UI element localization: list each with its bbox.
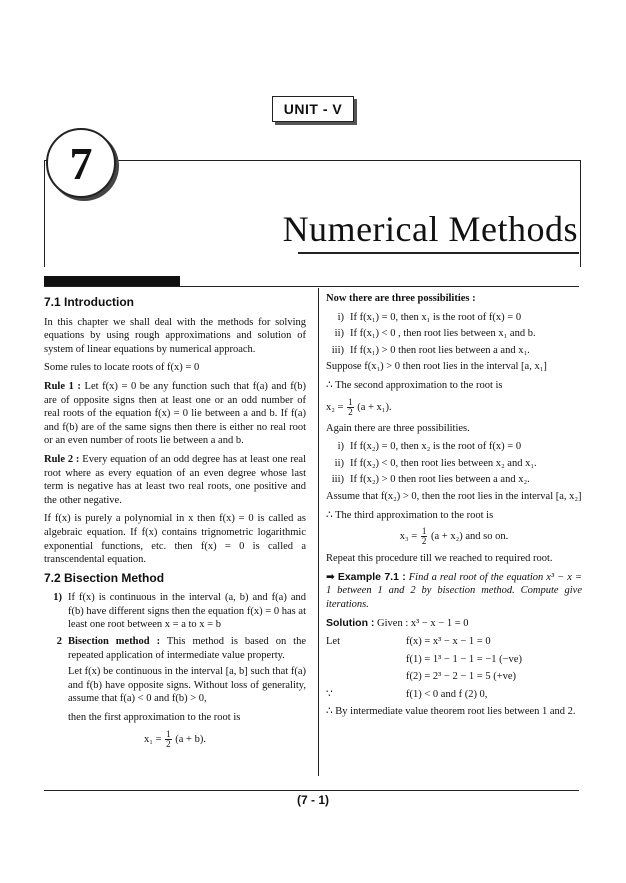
fraction (165, 730, 172, 749)
list-item (326, 344, 582, 358)
bisection-paragraph-2: Let f(x) be continuous in the interval [a, b] such that f(a) and f(b) have opposite signs. Without loss of generality, assume that f(a) < 0 and f(b) > 0, (68, 666, 306, 705)
item-text: If f(x₂) > 0 then root lies between a and x₂. (350, 474, 530, 486)
arrow-icon: ➡ (326, 570, 335, 583)
bisection-label: Bisection method : (68, 636, 161, 648)
eq-x1-lhs: x₁ = (144, 733, 162, 745)
item-number: ii) (334, 457, 344, 469)
item-number: i) (337, 441, 344, 453)
left-column (44, 292, 306, 755)
frac-num: 1 (421, 526, 427, 537)
frac-den: 2 (166, 738, 171, 749)
list-item (326, 311, 582, 325)
unit-label: UNIT - V (272, 96, 354, 122)
item-text: If f(x) is continuous in the interval (a, b) and f(a) and f(b) have different signs then the equation f(x) = 0 has at least one root between x = a to x = b (68, 592, 306, 631)
divider-line (44, 286, 579, 287)
solution-row (326, 688, 582, 702)
eq-x2-lhs: x₂ = (326, 401, 344, 413)
list-item (326, 457, 582, 471)
list-item (326, 327, 582, 341)
eq-x3-rhs: (a + x₂) and so on. (430, 531, 509, 543)
assume-paragraph: Assume that f(x₂) > 0, then the root lies in the interval [a, x₂] (326, 490, 582, 502)
again-paragraph: Again there are three possibilities. (326, 422, 470, 434)
second-approx: ∴ The second approximation to the root is (326, 379, 503, 391)
list-item (44, 635, 306, 662)
item-text: If f(x₁) < 0 , then root lies between x₁ and b. (350, 328, 536, 340)
eq-x1-rhs: (a + b). (175, 733, 206, 745)
rule-1-text: Let f(x) = 0 be any function such that f(a) and f(b) are of opposite signs then at least one or an odd number of real roots of the equation f(x) = 0 lie between a and b. If f(a) and f(b) are of the same signs then there is either no real root or an even number of roots lie between a and b. (44, 380, 307, 447)
solution-label: Solution : (326, 616, 375, 629)
frac-num: 1 (348, 396, 353, 407)
column-divider (318, 288, 319, 776)
solution (326, 617, 582, 631)
conclusion: ∴ By intermediate value theorem root lies between 1 and 2. (326, 706, 576, 718)
solution-row-eq: f(1) = 1³ − 1 − 1 = −1 (−ve) (406, 653, 522, 665)
fraction (421, 527, 428, 546)
item-text (68, 635, 306, 662)
solution-row-eq: f(x) = x³ − x − 1 = 0 (406, 636, 491, 648)
suppose-paragraph: Suppose f(x₁) > 0 then root lies in the interval [a, x₁] (326, 361, 547, 373)
item-number: i) (337, 311, 344, 323)
rule-2 (44, 453, 306, 507)
chapter-title: Numerical Methods (282, 209, 578, 249)
third-approx: ∴ The third approximation to the root is (326, 509, 494, 521)
list-item (326, 473, 582, 487)
solution-row-eq: f(2) = 2³ − 2 − 1 = 5 (+ve) (406, 671, 517, 683)
title-underline (298, 252, 579, 254)
item-text: If f(x₂) = 0, then x₂ is the root of f(x) = 0 (350, 441, 522, 453)
footer-divider (44, 790, 579, 791)
solution-row-label: Let (326, 636, 340, 648)
item-number: iii) (331, 344, 344, 356)
solution-row (326, 670, 582, 684)
fraction (347, 398, 354, 417)
rule-1 (44, 380, 306, 448)
example-label: Example 7.1 : (337, 570, 406, 583)
solution-row (326, 635, 582, 649)
eq-x3-lhs: x₃ = (399, 531, 418, 543)
item-number: iii) (331, 474, 344, 486)
rule-2-text: Every equation of an odd degree has at least one real root where as every equation of an even degree whose last term is negative has at least two real roots, one positive and the other negative. (44, 453, 307, 506)
repeat-paragraph: Repeat this procedure till we reached to required root. (326, 553, 553, 565)
bisection-paragraph-3: then the first approximation to the root is (68, 712, 241, 724)
solution-row (326, 653, 582, 667)
section-bar (44, 276, 180, 286)
polynomial-paragraph: If f(x) is purely a polynomial in x then f(x) = 0 is called as algebraic equation. If f(x) contains trignometric logarithmic exponential functions, etc. then f(x) = 0 is called a transcendental equation. (44, 513, 306, 566)
item-text: If f(x₁) > 0 then root lies between a and x₁. (350, 344, 530, 356)
eq-x2-rhs: (a + x₁). (357, 401, 392, 413)
item-text: If f(x₂) < 0, then root lies between x₂ and x₁. (350, 457, 537, 469)
frac-num: 1 (166, 728, 171, 739)
intro-paragraph: In this chapter we shall deal with the methods for solving equations by using rough approximations and solution of system of linear equations by numerical approach. (44, 316, 306, 355)
chapter-number: 7 (46, 128, 116, 198)
rule-2-label: Rule 2 : (44, 453, 80, 465)
right-column (326, 292, 582, 724)
equation-x1 (44, 730, 306, 749)
possibilities-intro: Now there are three possibilities : (326, 293, 476, 304)
rule-1-label: Rule 1 : (44, 380, 81, 392)
solution-row-label (326, 653, 406, 667)
item-number: 1) (53, 592, 62, 604)
item-number: ii) (334, 328, 344, 340)
example (326, 571, 582, 612)
frac-den: 2 (348, 406, 353, 417)
page-number: (7 - 1) (296, 793, 329, 807)
solution-row-label (326, 670, 406, 684)
solution-row-label: ∵ (326, 688, 333, 700)
example-text: Find a real root of the equation x³ − x = 1 between 1 and 2 by bisection method. Compute give iterations. (326, 571, 582, 610)
item-text: If f(x₁) = 0, then x₁ is the root of f(x) = 0 (350, 311, 522, 323)
equation-x2 (326, 398, 582, 417)
list-item (44, 591, 306, 632)
item-number: 2 (56, 636, 62, 648)
rules-intro: Some rules to locate roots of f(x) = 0 (44, 362, 200, 374)
equation-x3 (326, 527, 582, 546)
list-item (326, 440, 582, 454)
solution-row-eq: f(1) < 0 and f (2) 0, (406, 688, 488, 700)
section-heading-introduction: 7.1 Introduction (44, 295, 134, 309)
section-heading-bisection: 7.2 Bisection Method (44, 570, 165, 585)
frac-den: 2 (421, 536, 427, 547)
bisection-text: This method is based on the repeated application of intermediate value property. (68, 636, 306, 661)
solution-text: Given : x³ − x − 1 = 0 (377, 617, 469, 629)
